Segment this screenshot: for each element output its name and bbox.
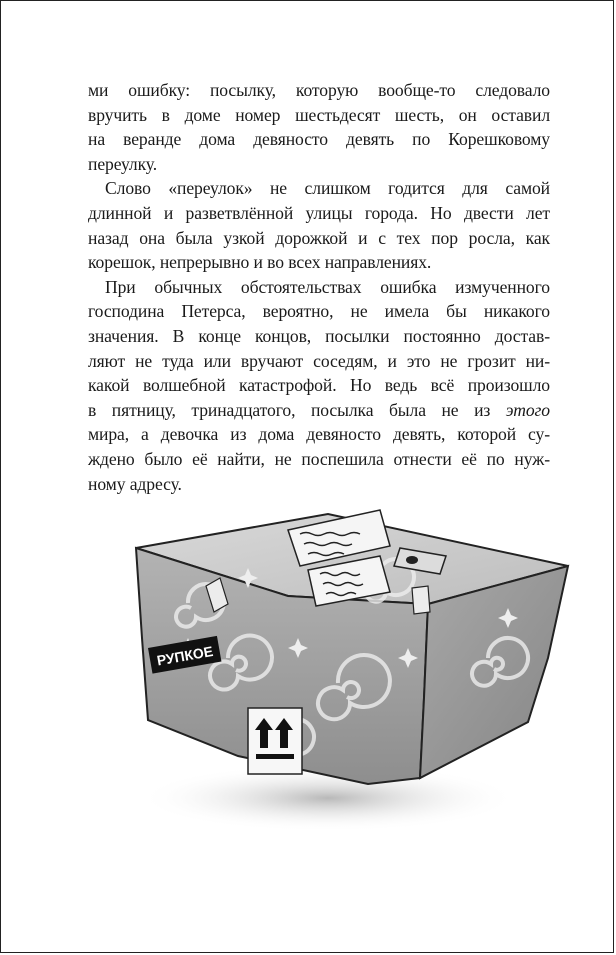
text-line: на веранде дома девяносто девять по Корешковому <box>88 129 550 150</box>
emphasis: этого <box>505 399 550 420</box>
parcel-illustration <box>128 508 588 838</box>
this-side-up-arrows-icon <box>248 708 302 774</box>
text-line: вручить в доме номер шестьдесят шесть, он оставил <box>88 104 550 125</box>
text-line: значения. В конце концов, посылки постоянно достав- <box>88 325 550 346</box>
text-line: ми ошибку: посылку, которую вообще-то следовало <box>88 80 550 100</box>
text-line: ждено было её найти, не поспешила отнести её по нуж- <box>88 448 550 469</box>
text-line: ному адресу. <box>88 473 182 494</box>
text-line: мира, а девочка из дома девяносто девять, которой су- <box>88 424 550 445</box>
text-line: корешок, непрерывно и во всех направлениях. <box>88 252 432 273</box>
text-line: Слово «переулок» не слишком годится для самой <box>105 178 550 199</box>
text-line: назад она была узкой дорожкой и с тех пор росла, как <box>88 227 550 248</box>
text-line: При обычных обстоятельствах ошибка измученного <box>105 276 550 297</box>
fragile-label-text: РУПКОЕ <box>155 642 215 669</box>
text-line: длинной и разветвлённой улицы города. Но двести лет <box>88 202 550 223</box>
text-line: в пятницу, тринадцатого, посылка была не из этого <box>88 399 550 420</box>
text-line: господина Петерса, вероятно, не имела бы никакого <box>88 301 550 322</box>
text-line: ляют не туда или вручают соседям, и это не грозит ни- <box>88 350 550 371</box>
body-text <box>88 78 550 496</box>
text-line: какой волшебной катастрофой. Но ведь всё произошло <box>88 375 550 396</box>
text-line: переулку. <box>88 153 158 174</box>
